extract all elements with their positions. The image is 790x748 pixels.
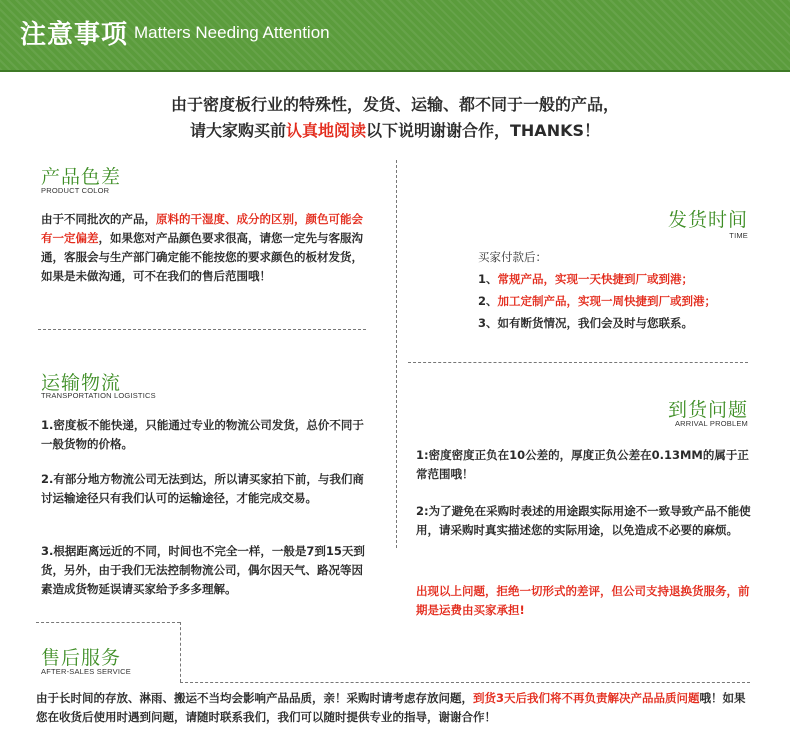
product-color-text-post: ，如果您对产品颜色要求很高，请您一定先与客服沟通，客服会与生产部门确定能不能按您的要求颜色的板材发货，如果是未做沟通，可不在我们的售后范围哦！	[41, 231, 363, 283]
delivery-item-1-num: 1、	[478, 272, 498, 286]
after-sales-text-red: 到货3天后我们将不再负责解决产品品质问题	[473, 691, 700, 705]
logistics-p1-text: 1.密度板不能快递，只能通过专业的物流公司发货，总价不同于一般货物的价格。	[41, 418, 364, 451]
logistics-p2	[41, 470, 367, 508]
logistics-subtitle: TRANSPORTATION LOGISTICS	[41, 391, 156, 400]
after-sales-title: 售后服务	[41, 647, 122, 669]
arrival-p2-text: 2:为了避免在采购时表述的用途跟实际用途不一致导致产品不能使用，请采购时真实描述您的实际用途，以免造成不必要的麻烦。	[416, 504, 751, 537]
logistics-p2-text: 2.有部分地方物流公司无法到达，所以请买家拍下前，与我们商讨运输途径只有我们认可的运输途径，才能完成交易。	[41, 472, 364, 505]
arrival-p2	[416, 502, 756, 540]
delivery-item-1	[478, 270, 763, 289]
center-divider	[396, 160, 397, 548]
arrival-p1	[416, 446, 756, 484]
delivery-title: 发货时间	[667, 209, 748, 231]
divider-right-1	[408, 362, 748, 363]
intro-line-2-pre: 请大家购买前	[189, 121, 286, 140]
delivery-item-2-num: 2、	[478, 294, 498, 308]
logistics-p1	[41, 416, 367, 454]
logistics-title: 运输物流	[41, 372, 122, 394]
product-color-text	[41, 210, 367, 286]
after-sales-bracket-right	[180, 622, 181, 682]
arrival-p1-text: 1:密度密度正负在10公差的，厚度正负公差在0.13MM的属于正常范围哦！	[416, 448, 749, 481]
divider-left-1	[38, 329, 366, 330]
delivery-item-2	[478, 292, 763, 311]
product-color-text-pre: 由于不同批次的产品，	[41, 212, 156, 226]
intro-line-2	[0, 118, 790, 141]
delivery-item-1-text: 常规产品，实现一天快捷到厂或到港；	[497, 272, 694, 286]
logistics-p3-text: 3.根据距离远近的不同，时间也不完全一样，一般是7到15天到货，另外，由于我们无法控制物流公司，偶尔因天气、路况等因素造成货物延误请买家给予多多理解。	[41, 544, 365, 596]
after-sales-subtitle: AFTER-SALES SERVICE	[41, 667, 131, 676]
after-sales-text-post: 哦！如果您在收货后使用时遇到问题，请随时联系我们，我们可以随时提供专业的指导，谢谢合作！	[36, 691, 746, 724]
header-banner	[0, 0, 790, 72]
after-sales-bracket-top	[36, 622, 180, 623]
arrival-subtitle: ARRIVAL PROBLEM	[674, 419, 748, 428]
header-title-cn: 注意事项	[20, 20, 129, 50]
product-color-title: 产品色差	[41, 166, 122, 188]
intro-line-1: 由于密度板行业的特殊性，发货、运输、都不同于一般的产品，	[170, 95, 619, 114]
delivery-item-3	[478, 314, 763, 333]
after-sales-text	[36, 689, 752, 727]
product-color-text-red: 原料的干湿度、成分的区别，颜色可能会有一定偏差	[41, 212, 363, 245]
delivery-item-3-text: 3、如有断货情况，我们会及时与您联系。	[478, 316, 693, 330]
arrival-p3-text: 出现以上问题，拒绝一切形式的差评，但公司支持退换货服务，前期是运费由买家承担!	[416, 584, 750, 617]
after-sales-bracket-bottom	[180, 682, 750, 683]
arrival-title: 到货问题	[667, 399, 748, 421]
delivery-intro: 买家付款后：	[478, 250, 547, 264]
delivery-item-2-text: 加工定制产品，实现一周快捷到厂或到港；	[497, 294, 717, 308]
header-title-en: Matters Needing Attention	[134, 23, 330, 42]
arrival-p3	[416, 582, 756, 620]
delivery-subtitle: TIME	[729, 231, 748, 240]
product-color-subtitle: PRODUCT COLOR	[41, 186, 110, 195]
intro-line-2-emph: 认真地阅读	[285, 121, 366, 140]
after-sales-text-pre: 由于长时间的存放、淋雨、搬运不当均会影响产品品质，亲！采购时请考虑存放问题，	[36, 691, 473, 705]
intro-line-2-post: 以下说明谢谢合作，THANKS！	[366, 121, 601, 140]
logistics-p3	[41, 542, 367, 599]
